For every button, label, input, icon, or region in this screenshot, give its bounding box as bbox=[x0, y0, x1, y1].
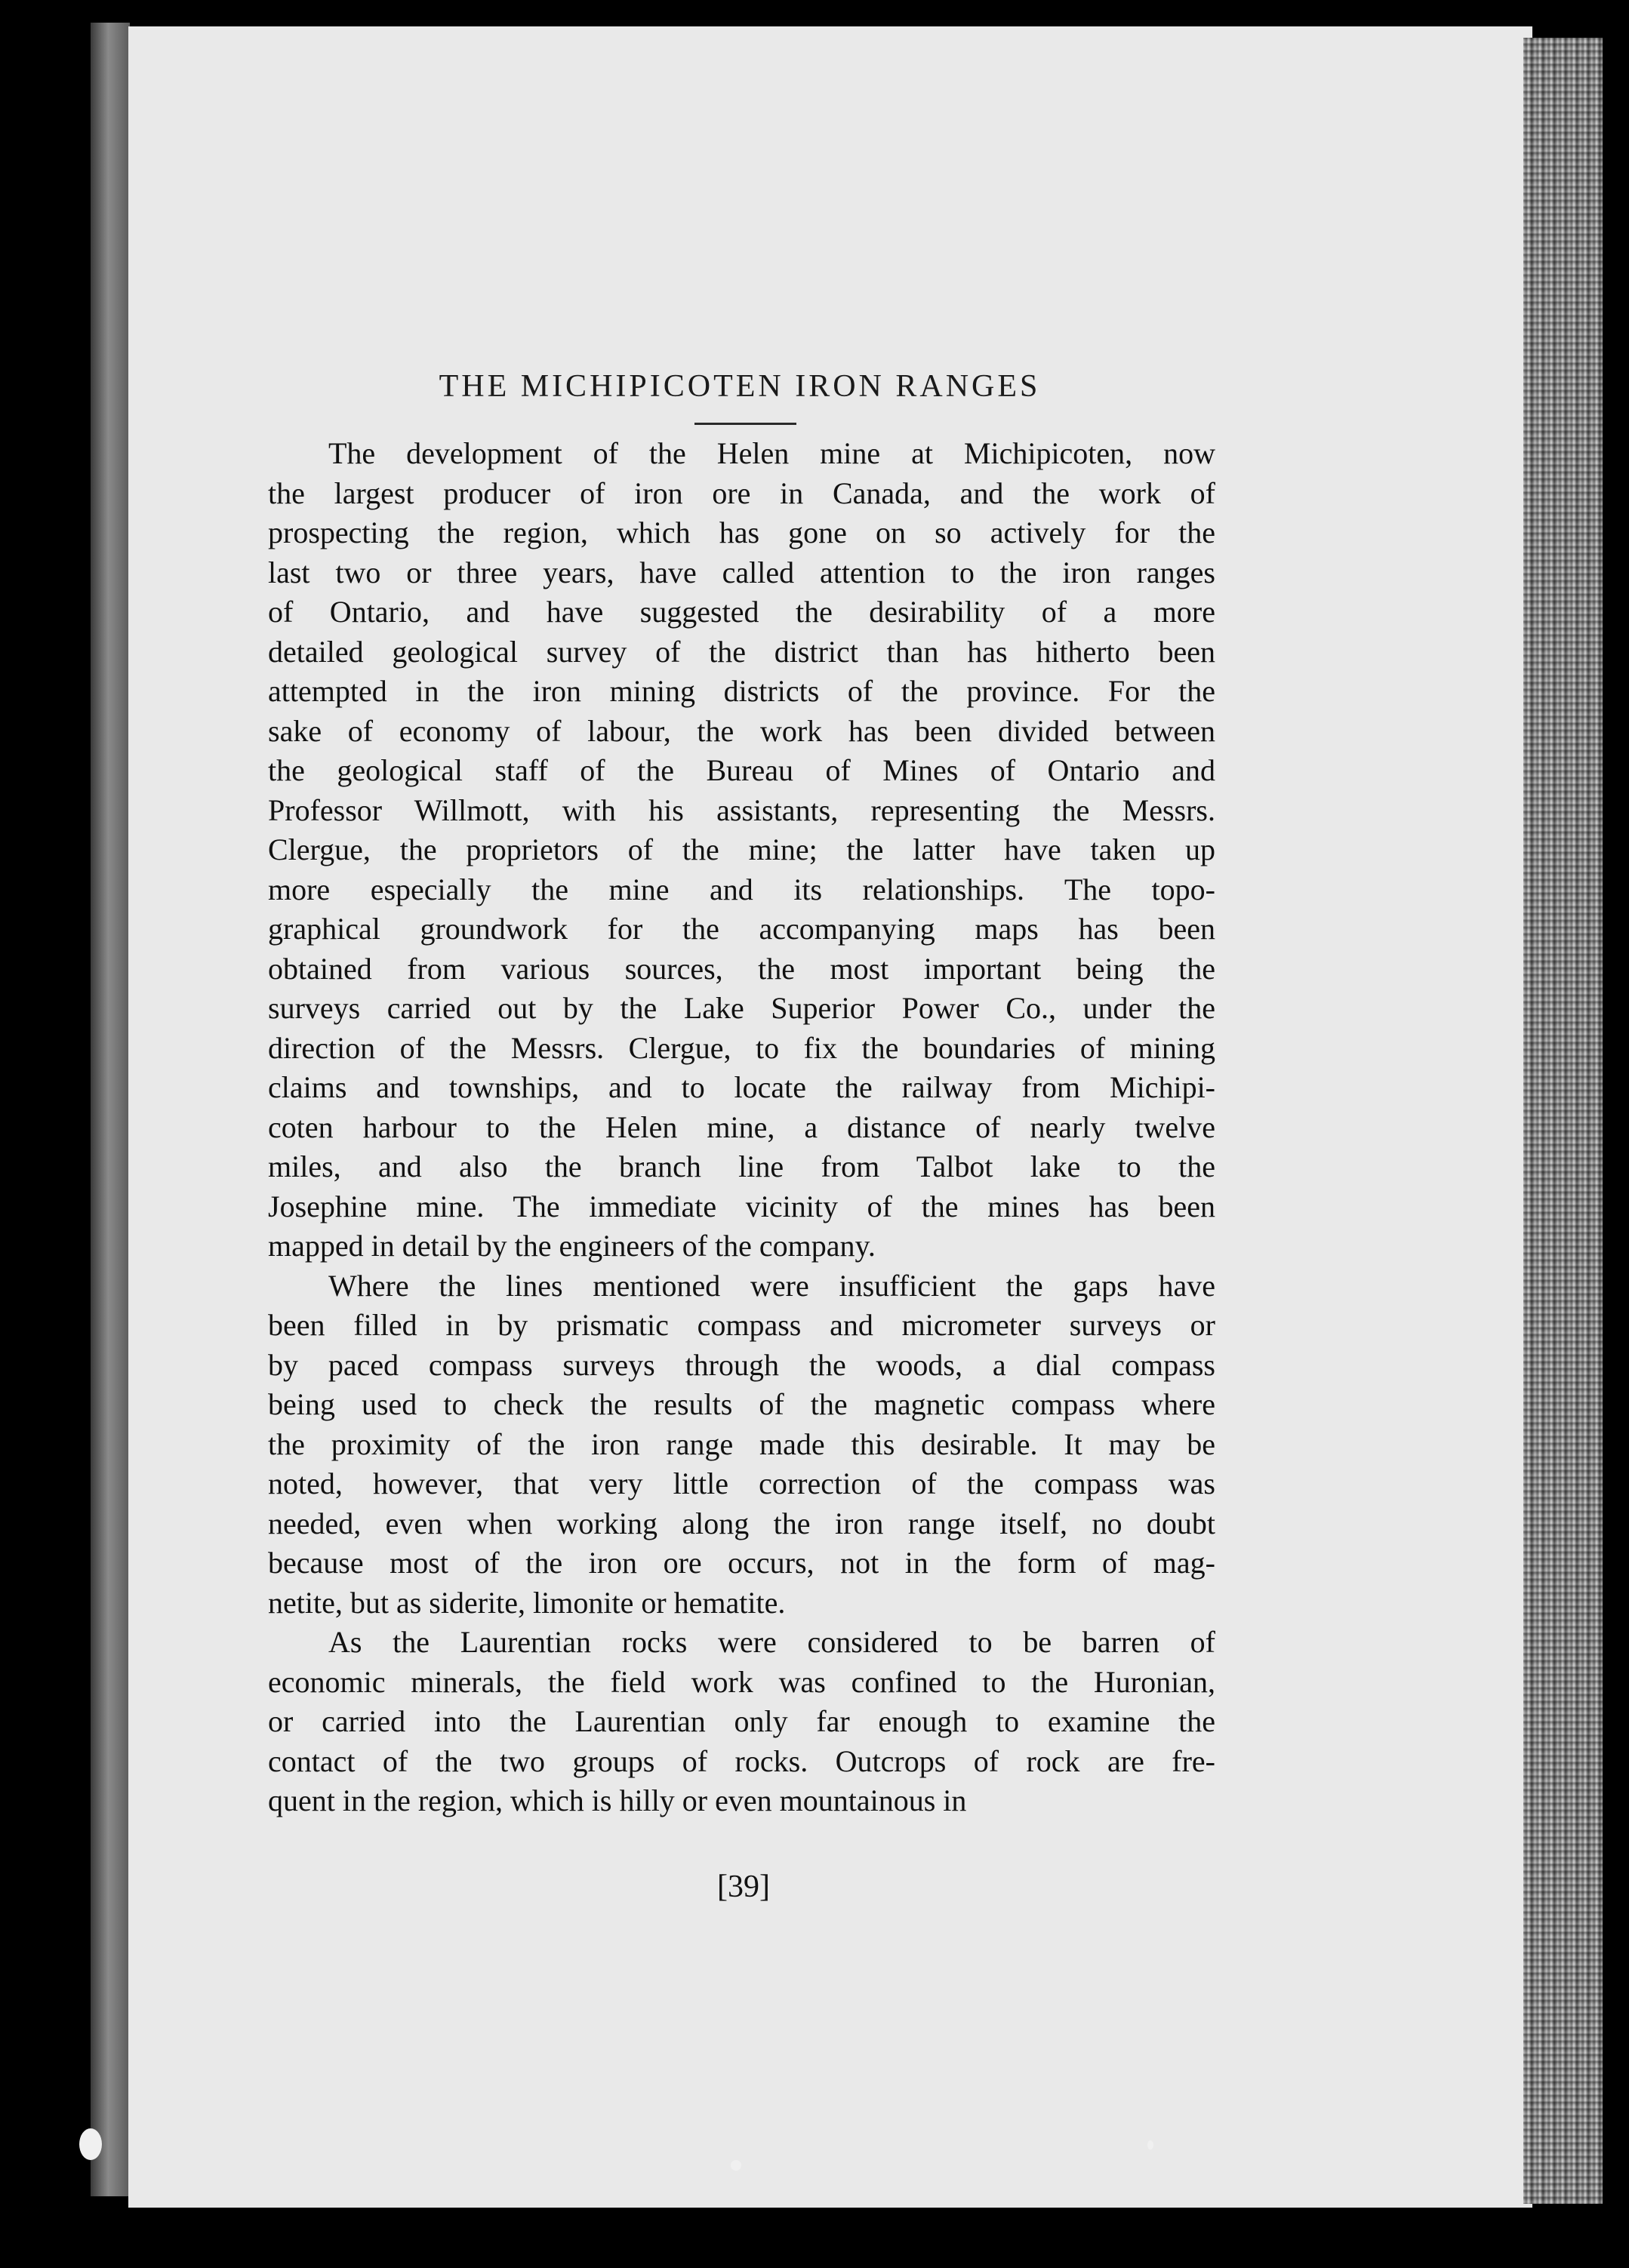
text-line: direction of the Messrs. Clergue, to fix the boundaries of mining bbox=[268, 1030, 1215, 1065]
right-page-stack-edge bbox=[1523, 38, 1603, 2204]
text-line: of Ontario, and have suggested the desirability of a more bbox=[268, 595, 1215, 629]
margin-speck bbox=[1147, 2140, 1153, 2150]
text-line: Professor Willmott, with his assistants, representing the Messrs. bbox=[268, 792, 1215, 827]
running-head: THE MICHIPICOTEN IRON RANGES bbox=[439, 369, 1041, 404]
text-line: netite, but as siderite, limonite or hematite. bbox=[268, 1585, 786, 1620]
text-line: contact of the two groups of rocks. Outcrops of rock are fre- bbox=[268, 1743, 1215, 1778]
text-line: being used to check the results of the magnetic compass where bbox=[268, 1387, 1215, 1421]
body-text bbox=[268, 434, 1215, 1821]
left-page-edge bbox=[91, 23, 130, 2196]
text-line: mapped in detail by the engineers of the company. bbox=[268, 1229, 876, 1263]
text-line: The development of the Helen mine at Michipicoten, now bbox=[328, 436, 1215, 470]
text-line: miles, and also the branch line from Talbot lake to the bbox=[268, 1149, 1215, 1183]
text-line: surveys carried out by the Lake Superior Power Co., under the bbox=[268, 991, 1215, 1025]
text-line: attempted in the iron mining districts of the province. For the bbox=[268, 674, 1215, 708]
text-line: noted, however, that very little correction of the compass was bbox=[268, 1466, 1215, 1500]
paragraph bbox=[268, 434, 1215, 1266]
text-line: Clergue, the proprietors of the mine; the latter have taken up bbox=[268, 832, 1215, 866]
text-line: more especially the mine and its relationships. The topo- bbox=[268, 872, 1215, 906]
text-line: quent in the region, which is hilly or even mountainous in bbox=[268, 1783, 967, 1817]
text-line: last two or three years, have called attention to the iron ranges bbox=[268, 555, 1215, 589]
page-number: [39] bbox=[717, 1869, 770, 1904]
text-line: Where the lines mentioned were insufficient the gaps have bbox=[328, 1268, 1215, 1303]
text-line: obtained from various sources, the most important being the bbox=[268, 951, 1215, 986]
text-line: claims and townships, and to locate the railway from Michipi- bbox=[268, 1070, 1215, 1104]
text-line: because most of the iron ore occurs, not in the form of mag- bbox=[268, 1546, 1215, 1580]
text-line: the largest producer of iron ore in Canada, and the work of bbox=[268, 475, 1215, 510]
text-line: economic minerals, the field work was confined to the Huronian, bbox=[268, 1664, 1215, 1699]
text-line: graphical groundwork for the accompanying maps has been bbox=[268, 912, 1215, 946]
text-line: by paced compass surveys through the woods, a dial compass bbox=[268, 1347, 1215, 1382]
text-line: needed, even when working along the iron range itself, no doubt bbox=[268, 1506, 1215, 1540]
margin-speck bbox=[731, 2160, 741, 2171]
text-line: prospecting the region, which has gone on so actively for the bbox=[268, 515, 1215, 549]
text-line: coten harbour to the Helen mine, a distance of nearly twelve bbox=[268, 1109, 1215, 1144]
margin-speck bbox=[79, 2128, 102, 2160]
text-line: Josephine mine. The immediate vicinity of the mines has been bbox=[268, 1189, 1215, 1223]
paragraph bbox=[268, 1623, 1215, 1821]
text-line: or carried into the Laurentian only far enough to examine the bbox=[268, 1704, 1215, 1738]
text-line: the proximity of the iron range made this desirable. It may be bbox=[268, 1426, 1215, 1461]
text-line: detailed geological survey of the district than has hitherto been bbox=[268, 634, 1215, 669]
text-line: As the Laurentian rocks were considered to be barren of bbox=[328, 1625, 1215, 1659]
text-line: the geological staff of the Bureau of Mines of Ontario and bbox=[268, 753, 1215, 787]
text-line: sake of economy of labour, the work has been divided between bbox=[268, 713, 1215, 748]
paragraph bbox=[268, 1266, 1215, 1623]
head-rule bbox=[694, 423, 796, 425]
text-line: been filled in by prismatic compass and micrometer surveys or bbox=[268, 1308, 1215, 1342]
